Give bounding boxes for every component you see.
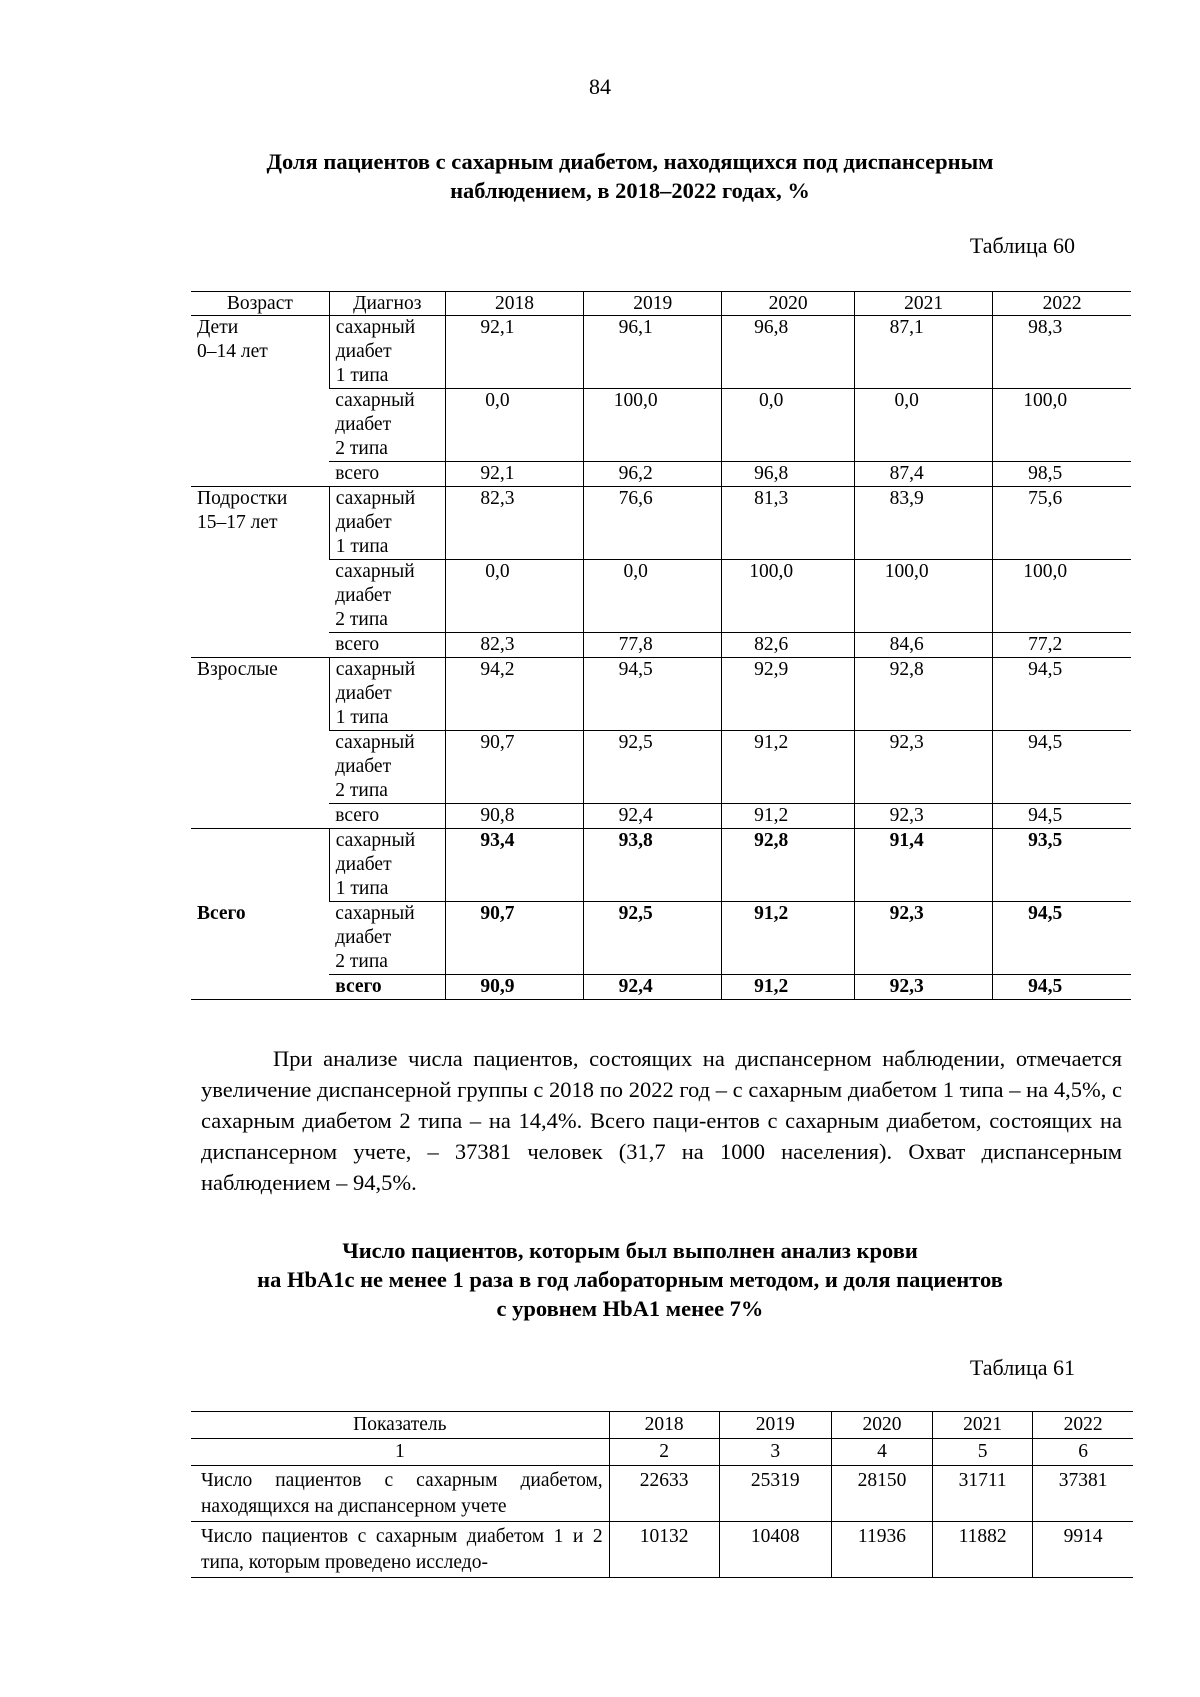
- diagnosis-line: 2 типа: [335, 609, 388, 630]
- diagnosis-cell: [329, 829, 445, 902]
- value-cell: 0,0: [445, 389, 583, 462]
- diagnosis-line: сахарный: [335, 488, 416, 509]
- table61-header-row: [191, 1412, 1133, 1439]
- value-cell: 98,5: [993, 462, 1131, 487]
- value-cell: 94,5: [584, 658, 722, 731]
- value-cell: 92,8: [722, 829, 855, 902]
- table60-header-row: [191, 292, 1131, 316]
- value-cell: 11882: [933, 1522, 1033, 1578]
- value-cell: 98,3: [993, 316, 1131, 389]
- value-cell: 94,5: [993, 804, 1131, 829]
- value-cell: 92,4: [584, 804, 722, 829]
- diagnosis-line: диабет: [335, 683, 392, 704]
- diagnosis-line: 1 типа: [335, 536, 389, 557]
- index-cell: 3: [719, 1439, 831, 1466]
- value-cell: 93,5: [993, 829, 1131, 902]
- value-cell: 92,3: [855, 902, 993, 975]
- diagnosis-cell: всего: [329, 462, 445, 487]
- diagnosis-line: диабет: [335, 585, 392, 606]
- value-cell: 92,9: [722, 658, 855, 731]
- value-cell: 90,7: [445, 902, 583, 975]
- header-cell: 2021: [855, 292, 993, 316]
- page-number: 84: [589, 74, 611, 99]
- value-cell: 100,0: [722, 560, 855, 633]
- value-cell: 25319: [719, 1466, 831, 1522]
- value-cell: 93,8: [584, 829, 722, 902]
- value-cell: 22633: [609, 1466, 719, 1522]
- value-cell: 31711: [933, 1466, 1033, 1522]
- diagnosis-cell: [329, 902, 445, 975]
- value-cell: 92,3: [855, 731, 993, 804]
- diagnosis-cell: [329, 560, 445, 633]
- value-cell: 92,8: [855, 658, 993, 731]
- age-group-label: Всего: [197, 903, 246, 924]
- header-cell: 2022: [993, 292, 1131, 316]
- diagnosis-line: 1 типа: [335, 707, 389, 728]
- header-cell: Диагноз: [329, 292, 445, 316]
- diagnosis-cell: [329, 487, 445, 560]
- value-cell: 92,3: [855, 804, 993, 829]
- value-cell: 96,8: [722, 316, 855, 389]
- diagnosis-line: сахарный: [335, 830, 416, 851]
- table61-title-line3: с уровнем HbA1 менее 7%: [496, 1296, 764, 1321]
- table60-title-line1: Доля пациентов с сахарным диабетом, находящихся под диспансерным: [266, 149, 994, 174]
- table61-index-row: [191, 1439, 1133, 1466]
- value-cell: 92,1: [445, 316, 583, 389]
- diagnosis-cell: всего: [329, 633, 445, 658]
- value-cell: 77,2: [993, 633, 1131, 658]
- age-group-range: 0–14 лет: [197, 341, 268, 362]
- value-cell: 90,7: [445, 731, 583, 804]
- age-group-cell: [191, 658, 329, 829]
- diagnosis-cell: [329, 731, 445, 804]
- header-cell: 2020: [831, 1412, 932, 1439]
- value-cell: 82,3: [445, 633, 583, 658]
- value-cell: 100,0: [855, 560, 993, 633]
- row-label: Число пациентов с сахарным диабетом, находящихся на диспансерном учете: [191, 1466, 609, 1522]
- diagnosis-cell: всего: [329, 975, 445, 1000]
- table60-title: [190, 147, 1070, 205]
- value-cell: 91,2: [722, 902, 855, 975]
- header-cell: 2021: [933, 1412, 1033, 1439]
- value-cell: 92,4: [584, 975, 722, 1000]
- diagnosis-line: диабет: [335, 414, 392, 435]
- value-cell: 28150: [831, 1466, 932, 1522]
- diagnosis-line: 2 типа: [335, 951, 388, 972]
- value-cell: 81,3: [722, 487, 855, 560]
- value-cell: 84,6: [855, 633, 993, 658]
- header-cell: Показатель: [191, 1412, 609, 1439]
- table61-title: [190, 1236, 1070, 1323]
- diagnosis-line: сахарный: [335, 561, 415, 582]
- value-cell: 93,4: [445, 829, 583, 902]
- diagnosis-line: сахарный: [335, 659, 416, 680]
- index-cell: 6: [1033, 1439, 1133, 1466]
- value-cell: 94,2: [445, 658, 583, 731]
- table61-title-line1: Число пациентов, которым был выполнен анализ крови: [342, 1238, 918, 1263]
- value-cell: 100,0: [584, 389, 722, 462]
- diagnosis-cell: [329, 316, 445, 389]
- value-cell: 11936: [831, 1522, 932, 1578]
- age-group-range: 15–17 лет: [197, 512, 278, 533]
- header-cell: 2022: [1033, 1412, 1133, 1439]
- value-cell: 37381: [1033, 1466, 1133, 1522]
- table-row: [191, 1522, 1133, 1578]
- header-cell: 2018: [609, 1412, 719, 1439]
- diagnosis-line: 2 типа: [335, 438, 388, 459]
- table-row: [191, 633, 1131, 658]
- table-row: [191, 389, 1131, 462]
- table-row: [191, 487, 1131, 560]
- value-cell: 82,3: [445, 487, 583, 560]
- table-row: [191, 560, 1131, 633]
- value-cell: 96,8: [722, 462, 855, 487]
- value-cell: 91,4: [855, 829, 993, 902]
- diagnosis-line: сахарный: [335, 390, 415, 411]
- value-cell: 10408: [719, 1522, 831, 1578]
- table-row: [191, 829, 1131, 902]
- diagnosis-line: диабет: [335, 854, 392, 875]
- value-cell: 94,5: [993, 731, 1131, 804]
- diagnosis-line: диабет: [335, 341, 392, 362]
- value-cell: 90,8: [445, 804, 583, 829]
- age-group-label: Взрослые: [197, 659, 278, 680]
- diagnosis-line: сахарный: [335, 317, 416, 338]
- diagnosis-cell: [329, 389, 445, 462]
- header-cell: 2020: [722, 292, 855, 316]
- value-cell: 92,5: [584, 731, 722, 804]
- header-cell: 2018: [445, 292, 583, 316]
- diagnosis-line: 2 типа: [335, 780, 388, 801]
- value-cell: 100,0: [993, 560, 1131, 633]
- diagnosis-line: 1 типа: [335, 365, 389, 386]
- value-cell: 0,0: [584, 560, 722, 633]
- index-cell: 5: [933, 1439, 1033, 1466]
- value-cell: 92,3: [855, 975, 993, 1000]
- index-cell: 4: [831, 1439, 932, 1466]
- value-cell: 87,4: [855, 462, 993, 487]
- value-cell: 100,0: [993, 389, 1131, 462]
- table-row: [191, 902, 1131, 975]
- table-row: [191, 731, 1131, 804]
- diagnosis-line: диабет: [335, 756, 392, 777]
- table60-title-line2: наблюдением, в 2018–2022 годах, %: [450, 178, 810, 203]
- value-cell: 87,1: [855, 316, 993, 389]
- table-row: [191, 1466, 1133, 1522]
- value-cell: 91,2: [722, 731, 855, 804]
- table-row: [191, 975, 1131, 1000]
- value-cell: 92,5: [584, 902, 722, 975]
- table61-label: Таблица 61: [969, 1355, 1075, 1380]
- table-row: [191, 316, 1131, 389]
- table60: [191, 291, 1131, 1000]
- header-cell: 2019: [584, 292, 722, 316]
- header-cell: Возраст: [191, 292, 329, 316]
- value-cell: 76,6: [584, 487, 722, 560]
- diagnosis-line: 1 типа: [335, 878, 389, 899]
- value-cell: 77,8: [584, 633, 722, 658]
- value-cell: 96,2: [584, 462, 722, 487]
- age-group-cell: [191, 487, 329, 658]
- diagnosis-line: сахарный: [335, 732, 415, 753]
- value-cell: 92,1: [445, 462, 583, 487]
- value-cell: 83,9: [855, 487, 993, 560]
- value-cell: 94,5: [993, 658, 1131, 731]
- diagnosis-line: диабет: [335, 512, 392, 533]
- value-cell: 10132: [609, 1522, 719, 1578]
- table-row: [191, 462, 1131, 487]
- value-cell: 0,0: [445, 560, 583, 633]
- value-cell: 91,2: [722, 975, 855, 1000]
- age-group-label: Подростки: [197, 488, 288, 509]
- value-cell: 96,1: [584, 316, 722, 389]
- diagnosis-cell: [329, 658, 445, 731]
- diagnosis-line: сахарный: [335, 903, 415, 924]
- value-cell: 0,0: [855, 389, 993, 462]
- table61-title-line2: на HbA1c не менее 1 раза в год лабораторным методом, и доля пациентов: [257, 1267, 1003, 1292]
- table-row: [191, 804, 1131, 829]
- age-group-cell: [191, 316, 329, 487]
- value-cell: 90,9: [445, 975, 583, 1000]
- age-group-label: Дети: [197, 317, 239, 338]
- value-cell: 0,0: [722, 389, 855, 462]
- header-cell: 2019: [719, 1412, 831, 1439]
- diagnosis-line: диабет: [335, 927, 392, 948]
- index-cell: 1: [191, 1439, 609, 1466]
- value-cell: 94,5: [993, 902, 1131, 975]
- value-cell: 94,5: [993, 975, 1131, 1000]
- analysis-paragraph: При анализе числа пациентов, состоящих на диспансерном наблюдении, отмечается увеличение диспансерной группы с 2018 по 2022 год – с сахарным диабетом 1 типа – на 4,5%, с сахарным диабетом 2 типа – на 14,4%. Всего паци-ентов с сахарным диабетом, состоящих на диспансерном учете, – 37381 человек (31,7 на 1000 населения). Охват диспансерным наблюдением – 94,5%.: [201, 1046, 1122, 1195]
- row-label: Число пациентов с сахарным диабетом 1 и 2 типа, которым проведено исследо-: [191, 1522, 609, 1578]
- value-cell: 9914: [1033, 1522, 1133, 1578]
- age-group-cell: [191, 829, 329, 1000]
- value-cell: 75,6: [993, 487, 1131, 560]
- diagnosis-cell: всего: [329, 804, 445, 829]
- table60-label: Таблица 60: [969, 233, 1075, 258]
- value-cell: 82,6: [722, 633, 855, 658]
- table-row: [191, 658, 1131, 731]
- value-cell: 91,2: [722, 804, 855, 829]
- table61: [191, 1411, 1133, 1578]
- index-cell: 2: [609, 1439, 719, 1466]
